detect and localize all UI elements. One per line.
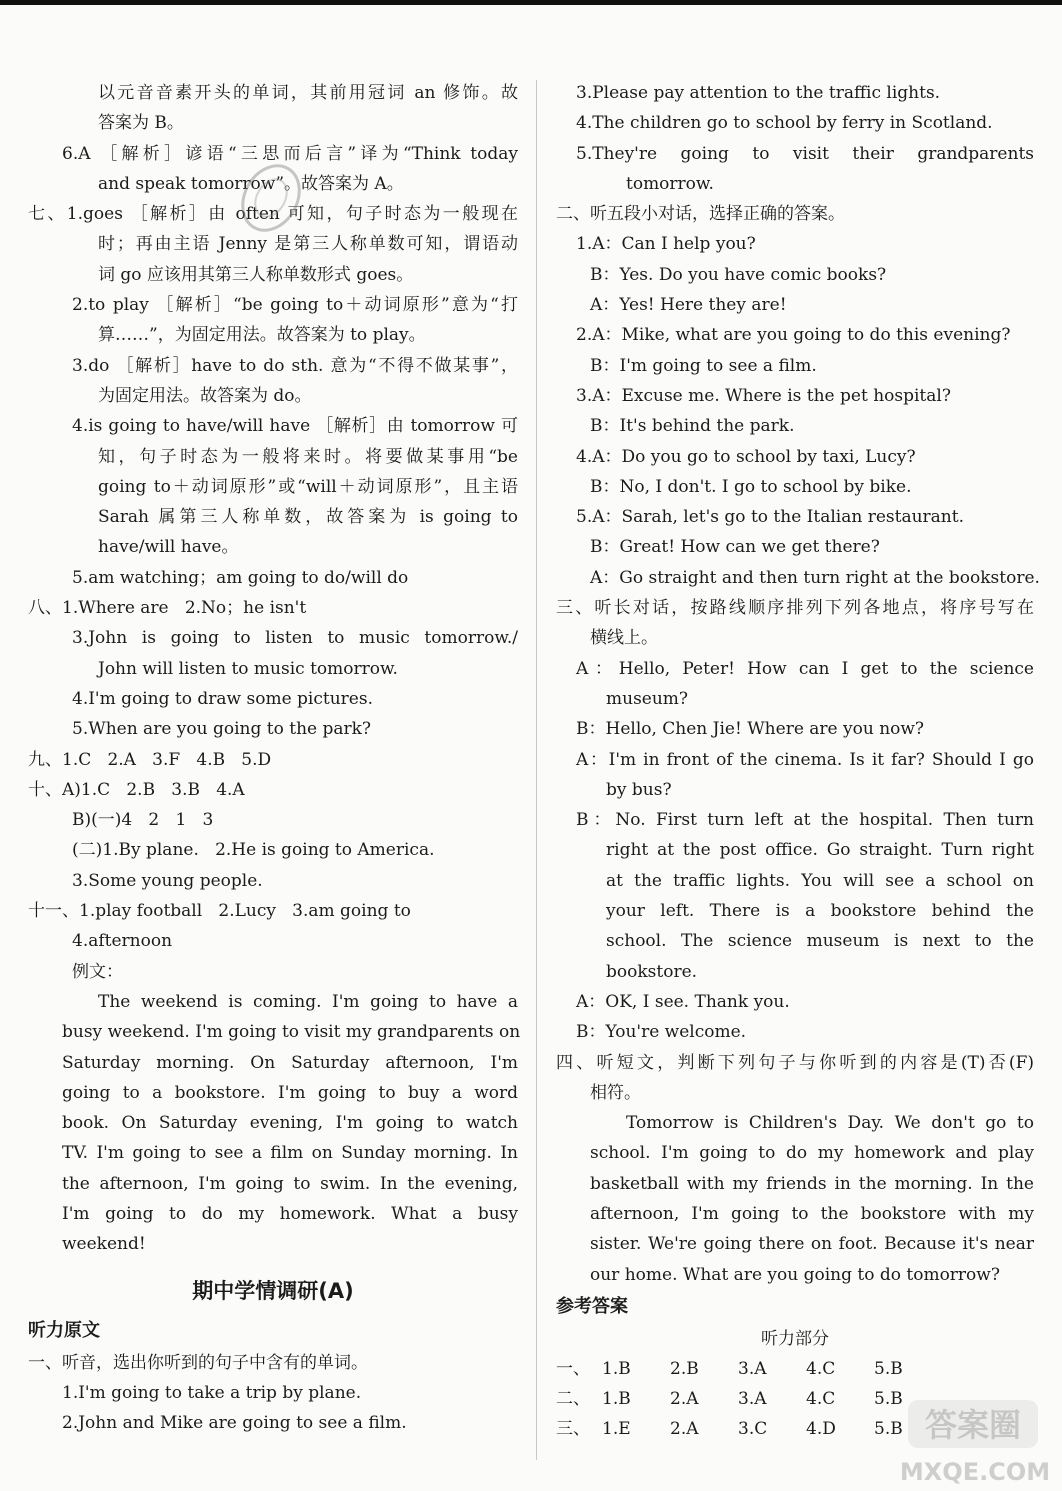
- text-line: afternoon, I'm going to the bookstore with my: [590, 1203, 1034, 1224]
- text-line: 1.A：Can I help you?: [576, 234, 756, 255]
- answer-item: 2.A: [670, 1389, 699, 1410]
- text-line: 七、1.goes ［解析］由 often 可知，句子时态为一般现在: [28, 204, 518, 225]
- column-divider: [536, 80, 537, 1460]
- answer-row-label: 二、: [556, 1389, 590, 1410]
- text-line: A：Hello, Peter! How can I get to the science: [576, 658, 1034, 679]
- text-line: 5.A：Sarah, let's go to the Italian restaurant.: [576, 507, 964, 528]
- text-line: 四、听短文，判断下列句子与你听到的内容是(T)否(F): [556, 1052, 1034, 1073]
- logo-watermark: [900, 1396, 1050, 1486]
- text-line: 3.Please pay attention to the traffic lights.: [576, 83, 941, 103]
- text-line: going to a bookstore. I'm going to buy a word: [62, 1082, 518, 1103]
- text-line: A：I'm in front of the cinema. Is it far? Should I go: [576, 749, 1034, 770]
- text-line: John will listen to music tomorrow.: [98, 658, 398, 679]
- text-line: 十一、1.play football 2.Lucy 3.am going to: [28, 901, 411, 922]
- text-line: tomorrow.: [626, 173, 714, 194]
- text-line: our home. What are you going to do tomorrow?: [590, 1264, 1000, 1285]
- text-line: A：Go straight and then turn right at the bookstore.: [590, 567, 1040, 588]
- answer-key-subtitle: 听力部分: [761, 1328, 829, 1349]
- top-edge-bar: [0, 0, 1062, 5]
- text-line: weekend!: [62, 1234, 146, 1255]
- answer-item: 3.A: [738, 1358, 767, 1379]
- text-line: 知，句子时态为一般将来时。将要做某事用“be: [98, 446, 518, 467]
- text-line: B：Yes. Do you have comic books?: [590, 264, 887, 285]
- stamp-watermark: [226, 158, 316, 298]
- text-line: bookstore.: [606, 961, 698, 982]
- answer-item: 2.B: [670, 1358, 699, 1379]
- answer-key-title: 参考答案: [556, 1295, 628, 1317]
- answer-item: 2.A: [670, 1419, 699, 1440]
- answer-item: 3.A: [738, 1389, 767, 1410]
- text-line: 4.The children go to school by ferry in Scotland.: [576, 113, 993, 134]
- answer-row-label: 三、: [556, 1419, 590, 1440]
- text-line: 时；再由主语 Jenny 是第三人称单数可知，谓语动: [98, 234, 518, 255]
- text-line: 一、听音，选出你听到的句子中含有的单词。: [28, 1352, 368, 1373]
- text-line: Tomorrow is Children's Day. We don't go to: [626, 1113, 1034, 1134]
- text-line: 6.A ［解析］谚语“三思而后言”译为“Think today: [62, 143, 518, 164]
- answer-item: 4.D: [806, 1419, 836, 1440]
- text-line: A：OK, I see. Thank you.: [576, 991, 790, 1012]
- text-line: I'm going to do my homework. What a busy: [62, 1203, 518, 1224]
- text-line: B：No, I don't. I go to school by bike.: [590, 476, 912, 497]
- text-line: book. On Saturday evening, I'm going to watch: [62, 1113, 518, 1134]
- text-line: by bus?: [606, 779, 672, 800]
- text-line: 以元音音素开头的单词，其前用冠词 an 修饰。故: [98, 83, 518, 103]
- text-line: Sarah 属第三人称单数，故答案为 is going to: [98, 507, 518, 528]
- text-line: 5.They're going to visit their grandparents: [576, 143, 1034, 164]
- text-line: 5.am watching；am going to do/will do: [72, 567, 409, 588]
- text-line: 4.is going to have/will have ［解析］由 tomorrow 可: [72, 416, 518, 437]
- text-line: B：No. First turn left at the hospital. Then turn: [576, 810, 1034, 831]
- text-line: 八、1.Where are 2.No；he isn't: [28, 598, 307, 619]
- text-line: 算……”，为固定用法。故答案为 to play。: [98, 325, 426, 346]
- text-line: and speak tomorrow”。故答案为 A。: [98, 173, 404, 194]
- text-line: your left. There is a bookstore behind the: [606, 901, 1034, 922]
- text-line: 答案为 B。: [98, 113, 184, 134]
- text-line: 4.A：Do you go to school by taxi, Lucy?: [576, 446, 916, 467]
- text-line: 相符。: [590, 1082, 641, 1103]
- text-line: 二、听五段小对话，选择正确的答案。: [556, 204, 845, 225]
- text-line: 5.When are you going to the park?: [72, 719, 372, 740]
- section-title: 期中学情调研(A): [192, 1278, 354, 1303]
- text-line: 例文：: [72, 961, 123, 982]
- text-line: B：Great! How can we get there?: [590, 537, 880, 558]
- text-line: B：It's behind the park.: [590, 416, 795, 437]
- text-line: TV. I'm going to see a film on Sunday morning. In: [62, 1143, 518, 1164]
- answer-row-label: 一、: [556, 1358, 590, 1379]
- logo-watermark-text: 答案圈: [924, 1406, 1022, 1444]
- text-line: the afternoon, I'm going to swim. In the evening,: [62, 1173, 518, 1194]
- answer-item: 1.B: [602, 1358, 631, 1379]
- text-line: 为固定用法。故答案为 do。: [98, 385, 312, 406]
- text-line: going to＋动词原形”或“will＋动词原形”，且主语: [98, 476, 518, 497]
- text-line: 横线上。: [590, 628, 658, 649]
- text-line: 3.A：Excuse me. Where is the pet hospital?: [576, 385, 951, 406]
- answer-item: 4.C: [806, 1389, 836, 1410]
- text-line: 九、1.C 2.A 3.F 4.B 5.D: [28, 749, 272, 770]
- answer-item: 1.E: [602, 1419, 631, 1440]
- text-line: 3.do ［解析］have to do sth. 意为“不得不做某事”，: [72, 355, 518, 376]
- text-line: 4.afternoon: [72, 931, 173, 952]
- answer-item: 3.C: [738, 1419, 768, 1440]
- text-line: at the traffic lights. You will see a school on: [606, 870, 1034, 891]
- text-line: The weekend is coming. I'm going to have a: [98, 991, 518, 1012]
- answer-item: 5.B: [874, 1358, 903, 1379]
- text-line: have/will have。: [98, 537, 239, 558]
- site-watermark-text: MXQE.COM: [900, 1458, 1050, 1486]
- answer-row: [556, 1354, 1034, 1384]
- text-line: 十、A)1.C 2.B 3.B 4.A: [28, 779, 245, 800]
- text-line: B：You're welcome.: [576, 1022, 747, 1043]
- answer-item: 5.B: [874, 1389, 903, 1410]
- text-line: 三、听长对话，按路线顺序排列下列各地点，将序号写在: [556, 598, 1034, 619]
- text-line: museum?: [606, 688, 689, 709]
- text-line: sister. We're going there on foot. Because it's near: [590, 1234, 1034, 1255]
- text-line: B：I'm going to see a film.: [590, 355, 817, 376]
- text-line: 1.I'm going to take a trip by plane.: [62, 1382, 362, 1403]
- text-line: basketball with my friends in the morning. In the: [590, 1173, 1034, 1194]
- text-line: A：Yes! Here they are!: [590, 295, 787, 316]
- text-line: 3.Some young people.: [72, 870, 263, 891]
- answer-item: 4.C: [806, 1358, 836, 1379]
- answer-item: 1.B: [602, 1389, 631, 1410]
- text-line: B)(一)4 2 1 3: [72, 810, 214, 831]
- text-line: busy weekend. I'm going to visit my grandparents on: [62, 1022, 521, 1043]
- listening-script-title: 听力原文: [28, 1319, 100, 1341]
- text-line: 2.A：Mike, what are you going to do this evening?: [576, 325, 1011, 346]
- text-line: school. I'm going to do my homework and play: [590, 1143, 1034, 1164]
- text-line: 4.I'm going to draw some pictures.: [72, 688, 373, 709]
- text-line: 3.John is going to listen to music tomorrow./: [72, 628, 518, 649]
- text-line: 2.John and Mike are going to see a film.: [62, 1413, 407, 1434]
- text-line: right at the post office. Go straight. Turn right: [606, 840, 1034, 861]
- right-column: [556, 78, 1040, 1445]
- text-line: Saturday morning. On Saturday afternoon, I'm: [62, 1052, 518, 1073]
- text-line: B：Hello, Chen Jie! Where are you now?: [576, 719, 925, 740]
- text-line: 2.to play ［解析］“be going to＋动词原形”意为“打: [72, 295, 518, 316]
- text-line: 词 go 应该用其第三人称单数形式 goes。: [98, 264, 414, 285]
- answer-item: 5.B: [874, 1419, 903, 1440]
- text-line: (二)1.By plane. 2.He is going to America.: [72, 840, 435, 861]
- text-line: school. The science museum is next to the: [606, 931, 1034, 952]
